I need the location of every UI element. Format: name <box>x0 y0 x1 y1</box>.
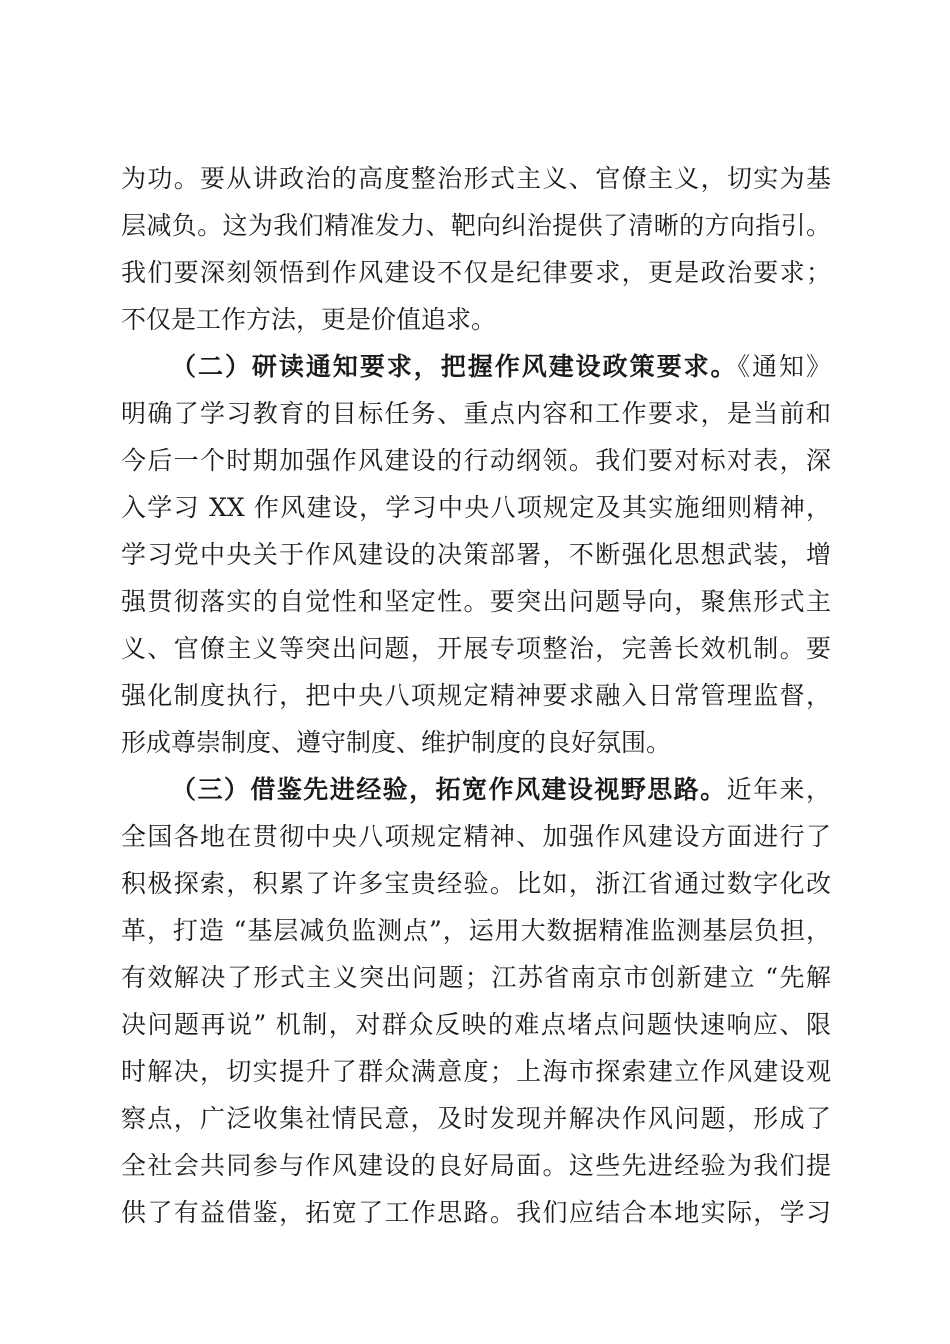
section-heading: （三）借鉴先进经验，拓宽作风建设视野思路。 <box>171 775 727 804</box>
paragraph-line: 我们要深刻领悟到作风建设不仅是纪律要求，更是政治要求； <box>121 258 831 287</box>
paragraph-line: 不仅是工作方法，更是价值追求。 <box>121 305 497 334</box>
paragraph-line: 时解决，切实提升了群众满意度；上海市探索建立作风建设观 <box>121 1057 831 1086</box>
paragraph-line: 形成尊崇制度、遵守制度、维护制度的良好氛围。 <box>121 728 672 757</box>
paragraph-first-line <box>121 343 831 390</box>
paragraph-line: 入学习 XX 作风建设，学习中央八项规定及其实施细则精神， <box>121 493 831 522</box>
paragraph-line: 全国各地在贯彻中央八项规定精神、加强作风建设方面进行了 <box>121 822 831 851</box>
heading-line-text: 近年来， <box>726 775 831 804</box>
paragraph-line: 有效解决了形式主义突出问题；江苏省南京市创新建立 “先解 <box>121 963 831 992</box>
paragraph-first-line <box>121 766 831 813</box>
paragraph-3 <box>121 766 831 1236</box>
paragraph-line: 强化制度执行，把中央八项规定精神要求融入日常管理监督， <box>121 681 831 710</box>
heading-line-text: 《通知》 <box>737 352 831 381</box>
paragraph-line: 革，打造 “基层减负监测点”，运用大数据精准监测基层负担， <box>121 916 831 945</box>
paragraph-2 <box>121 343 831 766</box>
paragraph-line: 明确了学习教育的目标任务、重点内容和工作要求，是当前和 <box>121 399 831 428</box>
paragraph-line: 学习党中央关于作风建设的决策部署，不断强化思想武装，增 <box>121 540 831 569</box>
paragraph-line: 层减负。这为我们精准发力、靶向纠治提供了清晰的方向指引。 <box>121 211 831 240</box>
document-body <box>121 155 831 1236</box>
paragraph-1 <box>121 155 831 343</box>
paragraph-line: 义、官僚主义等突出问题，开展专项整治，完善长效机制。要 <box>121 634 831 663</box>
paragraph-line: 全社会共同参与作风建设的良好局面。这些先进经验为我们提 <box>121 1151 831 1180</box>
paragraph-line: 供了有益借鉴，拓宽了工作思路。我们应结合本地实际，学习 <box>121 1198 831 1227</box>
paragraph-line: 察点，广泛收集社情民意，及时发现并解决作风问题，形成了 <box>121 1104 831 1133</box>
paragraph-line: 强贯彻落实的自觉性和坚定性。要突出问题导向，聚焦形式主 <box>121 587 831 616</box>
paragraph-line: 为功。要从讲政治的高度整治形式主义、官僚主义，切实为基 <box>121 164 831 193</box>
paragraph-line: 决问题再说” 机制，对群众反映的难点堵点问题快速响应、限 <box>121 1010 831 1039</box>
paragraph-line: 积极探索，积累了许多宝贵经验。比如，浙江省通过数字化改 <box>121 869 831 898</box>
section-heading: （二）研读通知要求，把握作风建设政策要求。 <box>171 352 738 381</box>
paragraph-line: 今后一个时期加强作风建设的行动纲领。我们要对标对表，深 <box>121 446 831 475</box>
